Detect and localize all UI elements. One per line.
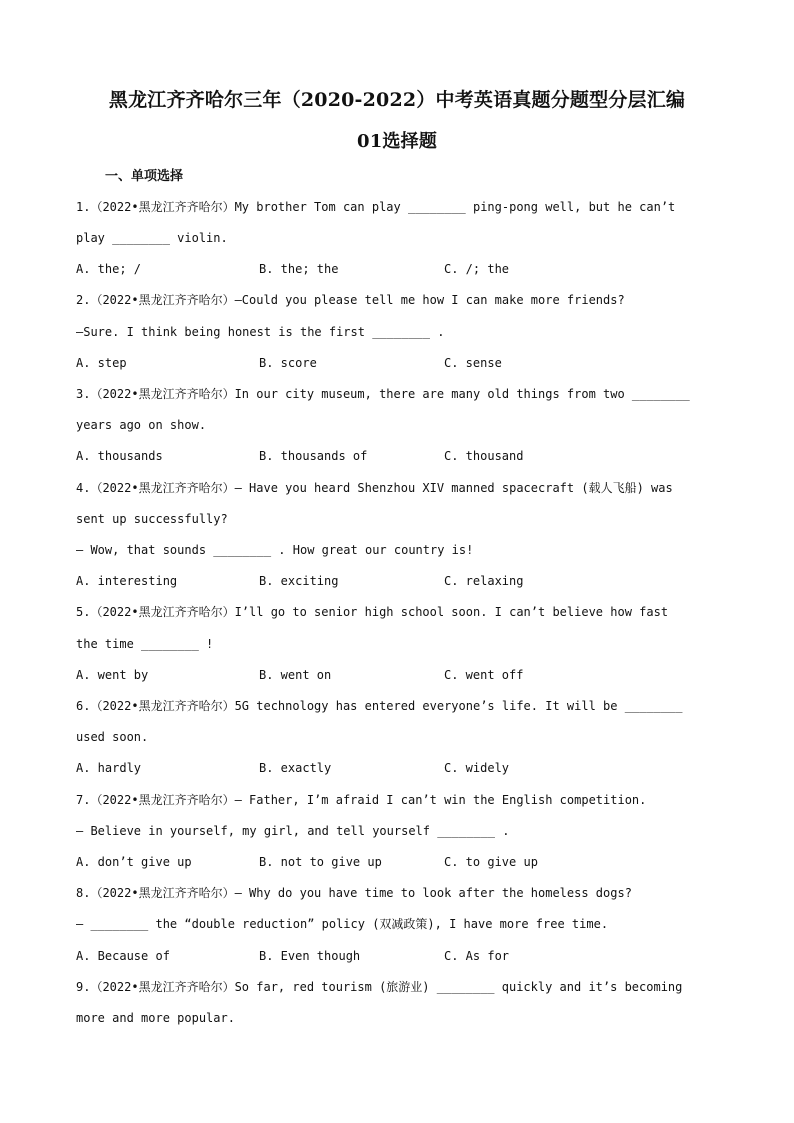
question-6-option-b: B. exactly xyxy=(259,761,332,775)
question-8-option-c: C. As for xyxy=(444,949,510,963)
question-4-line-3: — Wow, that sounds ________ . How great our country is! xyxy=(76,543,474,557)
question-8-option-a: A. Because of xyxy=(76,949,170,963)
page-subtitle: 01选择题 xyxy=(356,131,438,152)
question-1-option-b: B. the; the xyxy=(259,262,339,276)
question-1-line-1: 1.（2022•黑龙江齐齐哈尔）My brother Tom can play ________ ping-pong well, but he can’t xyxy=(76,200,676,214)
question-3-line-1: 3.（2022•黑龙江齐齐哈尔）In our city museum, there are many old things from two ________ xyxy=(76,387,690,401)
question-6-line-1: 6.（2022•黑龙江齐齐哈尔）5G technology has entered everyone’s life. It will be ________ xyxy=(76,699,683,713)
question-3-option-c: C. thousand xyxy=(444,449,524,463)
question-7-option-c: C. to give up xyxy=(444,855,538,869)
question-6-line-2: used soon. xyxy=(76,730,149,744)
question-7-option-b: B. not to give up xyxy=(259,855,382,869)
question-5-option-a: A. went by xyxy=(76,668,149,682)
question-4-option-c: C. relaxing xyxy=(444,574,524,588)
question-5-option-b: B. went on xyxy=(259,668,332,682)
question-4-option-b: B. exciting xyxy=(259,574,339,588)
question-5-line-1: 5.（2022•黑龙江齐齐哈尔）I’ll go to senior high school soon. I can’t believe how fast xyxy=(76,605,669,619)
question-1-option-a: A. the; / xyxy=(76,262,142,276)
question-3-option-b: B. thousands of xyxy=(259,449,368,463)
question-2-option-b: B. score xyxy=(259,356,317,370)
section-heading: 一、单项选择 xyxy=(105,169,184,184)
question-8-line-1: 8.（2022•黑龙江齐齐哈尔）— Why do you have time to look after the homeless dogs? xyxy=(76,886,632,900)
question-2-line-1: 2.（2022•黑龙江齐齐哈尔）—Could you please tell me how I can make more friends? xyxy=(76,293,625,307)
question-8-option-b: B. Even though xyxy=(259,949,361,963)
question-2-line-2: —Sure. I think being honest is the first ________ . xyxy=(76,325,445,339)
question-3-option-a: A. thousands xyxy=(76,449,163,463)
question-2-option-c: C. sense xyxy=(444,356,502,370)
question-5-line-2: the time ________ ! xyxy=(76,637,214,651)
question-1-line-2: play ________ violin. xyxy=(76,231,228,245)
question-3-line-2: years ago on show. xyxy=(76,418,207,432)
question-6-option-c: C. widely xyxy=(444,761,510,775)
question-4-line-2: sent up successfully? xyxy=(76,512,228,526)
question-4-line-1: 4.（2022•黑龙江齐齐哈尔）— Have you heard Shenzhou XIV manned spacecraft (载人飞船) was xyxy=(76,481,673,495)
question-8-line-2: — ________ the “double reduction” policy (双减政策), I have more free time. xyxy=(76,917,609,931)
page-title: 黑龙江齐齐哈尔三年（2020-2022）中考英语真题分题型分层汇编 xyxy=(108,89,686,111)
question-9-line-1: 9.（2022•黑龙江齐齐哈尔）So far, red tourism (旅游业) ________ quickly and it’s becoming xyxy=(76,980,683,994)
question-6-option-a: A. hardly xyxy=(76,761,142,775)
question-2-option-a: A. step xyxy=(76,356,127,370)
question-1-option-c: C. /; the xyxy=(444,262,510,276)
question-4-option-a: A. interesting xyxy=(76,574,178,588)
question-9-line-2: more and more popular. xyxy=(76,1011,235,1025)
question-5-option-c: C. went off xyxy=(444,668,524,682)
question-7-line-2: — Believe in yourself, my girl, and tell yourself ________ . xyxy=(76,824,510,838)
question-7-line-1: 7.（2022•黑龙江齐齐哈尔）— Father, I’m afraid I can’t win the English competition. xyxy=(76,793,647,807)
question-7-option-a: A. don’t give up xyxy=(76,855,192,869)
